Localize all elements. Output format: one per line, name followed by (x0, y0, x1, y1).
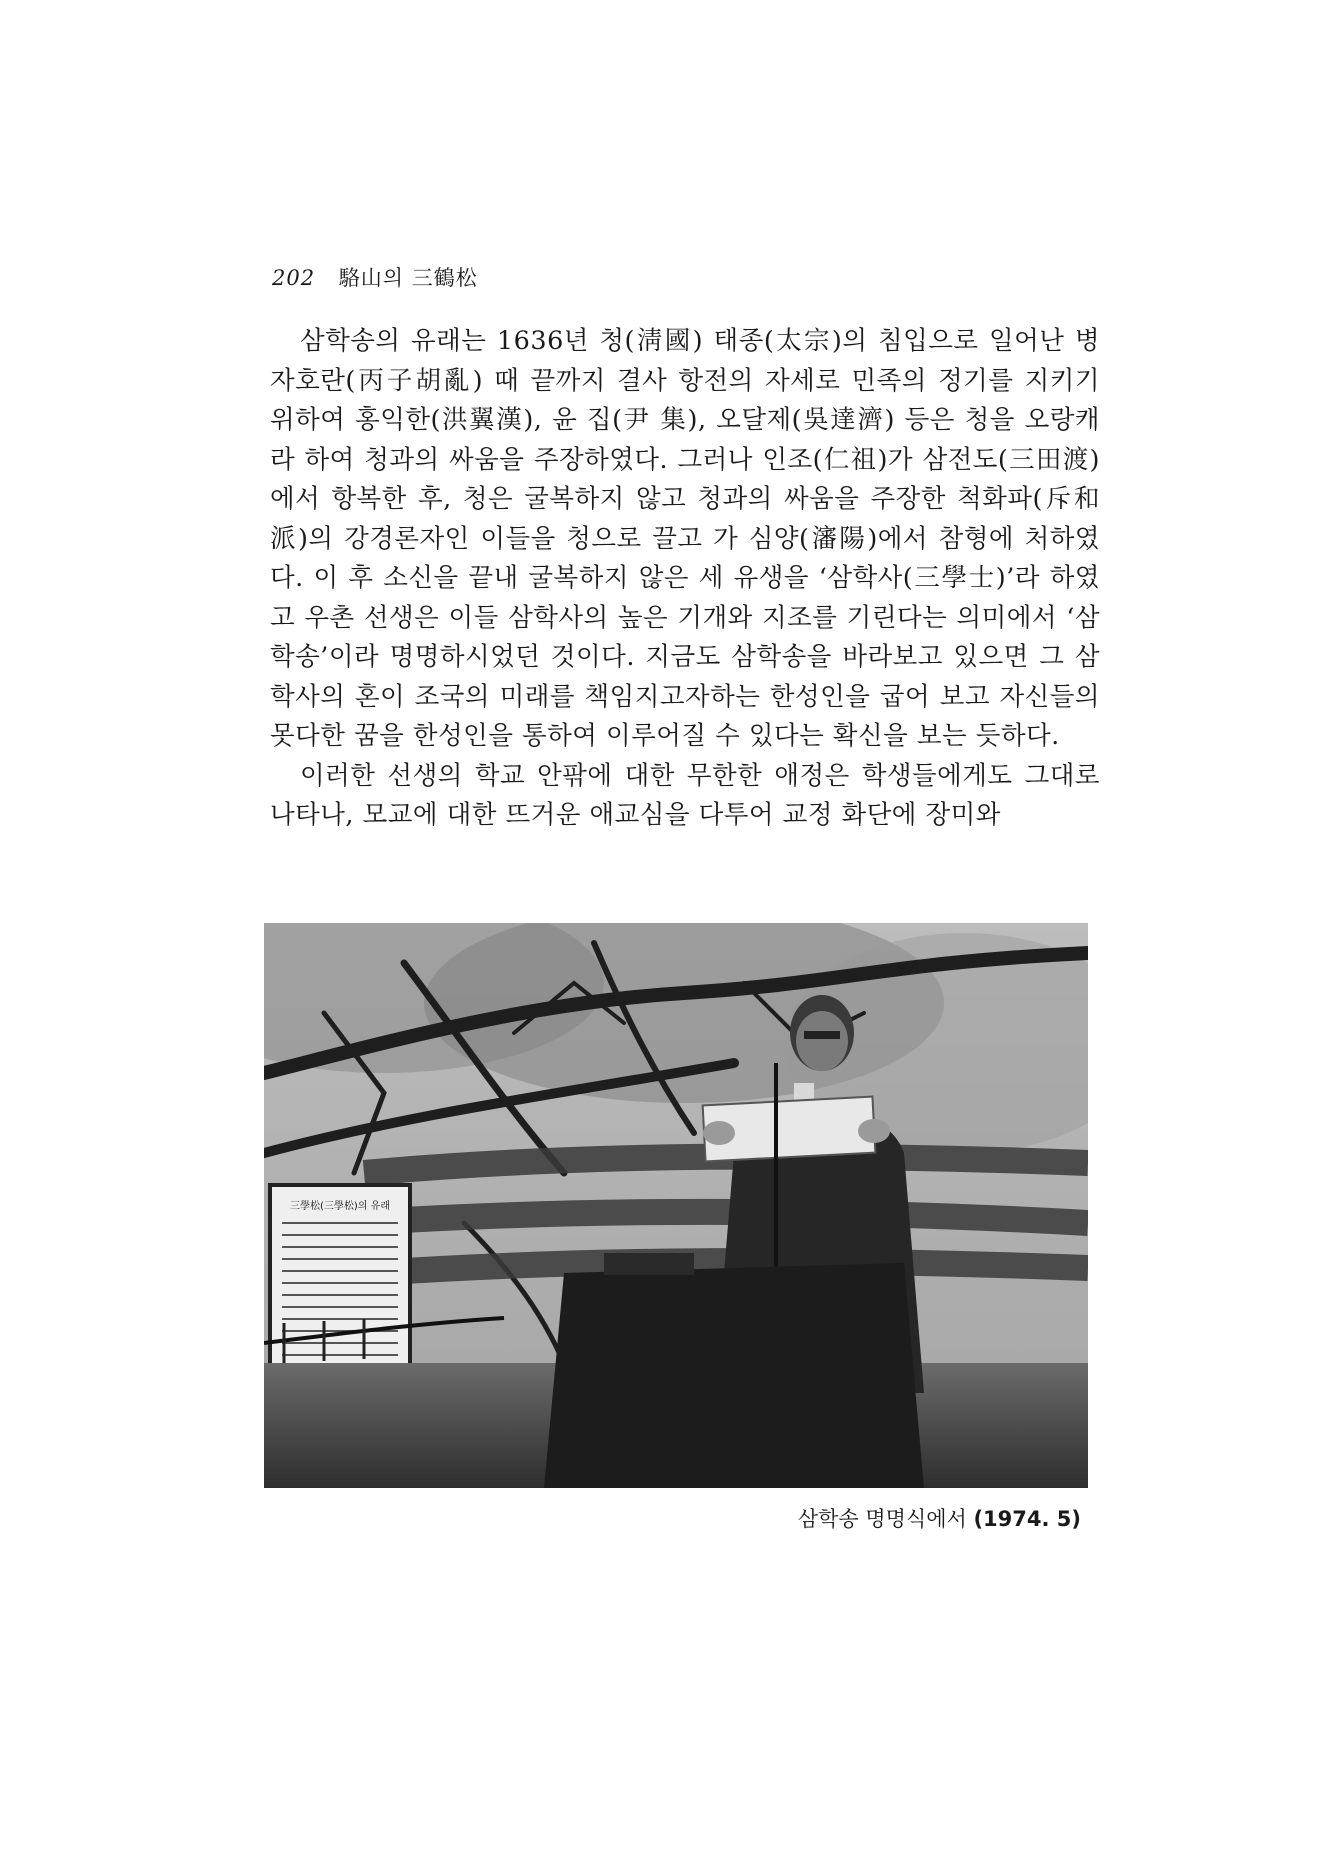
caption-date: (1974. 5) (973, 1507, 1081, 1531)
running-header (272, 262, 478, 292)
plaque (270, 1185, 410, 1375)
paragraph: 이러한 선생의 학교 안팎에 대한 무한한 애정은 학생들에게도 그대로 나타나, 모교에 대한 뜨거운 애교심을 다투어 교정 화단에 장미와 (270, 760, 1100, 830)
paragraph: 삼학송의 유래는 1636년 청(淸國) 태종(太宗)의 침입으로 일어난 병자호란(丙子胡亂) 때 끝까지 결사 항전의 자세로 민족의 정기를 지키기 위하여 홍익한(洪翼漢), 윤 집(尹 集), 오달제(吳達濟) 등은 청을 오랑캐라 하여 청과의 싸움을 주장하였다. 그러나 인조(仁祖)가 삼전도(三田渡)에서 항복한 후, 청은 굴복하지 않고 청과의 싸움을 주장한 척화파(斥和派)의 강경론자인 이들을 청으로 끌고 가 심양(瀋陽)에서 참형에 처하였다. 이 후 소신을 끝내 굴복하지 않은 세 유생을 ‘삼학사(三學士)’라 하였고 우촌 선생은 이들 삼학사의 높은 기개와 지조를 기린다는 의미에서 ‘삼학송’이라 명명하시었던 것이다. 지금도 삼학송을 바라보고 있으면 그 삼학사의 혼이 조국의 미래를 책임지고자하는 한성인을 굽어 보고 자신들의 못다한 꿈을 한성인을 통하여 이루어질 수 있다는 확신을 보는 듯하다. (270, 326, 1100, 751)
plaque-title: 三學松(三學松)의 유래 (290, 1201, 390, 1212)
caption-text: 삼학송 명명식에서 (797, 1507, 967, 1531)
page-number: 202 (272, 266, 316, 290)
body-text (270, 322, 1100, 836)
photo-caption (798, 1503, 1081, 1533)
ceremony-photo-illustration (264, 923, 1088, 1488)
ceremony-photo (264, 923, 1088, 1488)
book-title: 駱山의 三鶴松 (338, 266, 478, 290)
